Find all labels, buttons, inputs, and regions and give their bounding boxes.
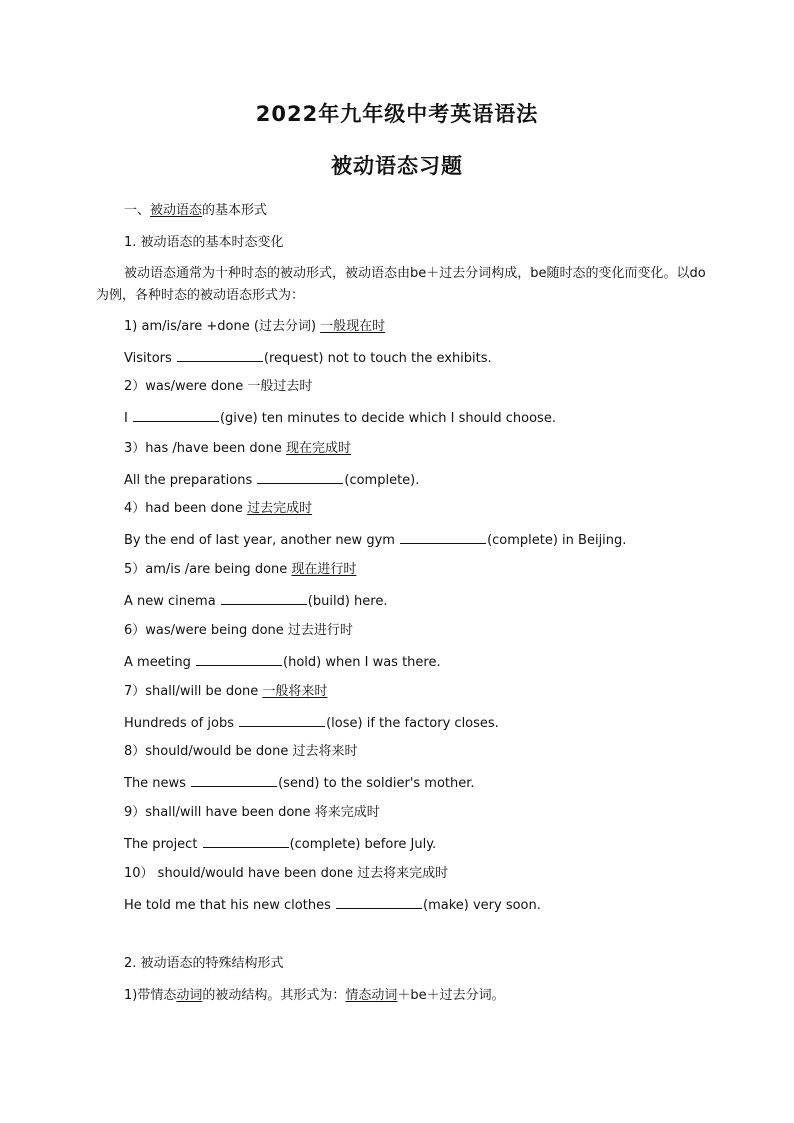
answer-blank[interactable]: [177, 349, 263, 362]
answer-blank[interactable]: [400, 531, 486, 544]
section-prefix: 一、: [124, 203, 151, 218]
rule-underlined-verb: 动词: [176, 988, 203, 1003]
tense-form: [124, 500, 312, 518]
tense-form: [124, 743, 358, 761]
tense-name: 过去进行时: [287, 623, 353, 638]
tense-name: 一般将来时: [262, 684, 328, 699]
tense-form-text: 9）shall/will have been done: [124, 805, 315, 820]
example-end: (complete) in Beijing.: [487, 533, 627, 548]
section-heading: [124, 202, 267, 220]
example-start: I: [124, 411, 132, 426]
tense-form-text: 8）should/would be done: [124, 744, 293, 759]
example-sentence: [124, 409, 556, 428]
tense-form-text: 3）has /have been done: [124, 441, 286, 456]
example-start: All the preparations: [124, 473, 257, 488]
document-title: 2022年九年级中考英语语法: [255, 102, 539, 126]
answer-blank[interactable]: [239, 714, 325, 727]
example-sentence: [124, 835, 436, 854]
example-end: (lose) if the factory closes.: [326, 716, 499, 731]
example-end: (complete) before July.: [289, 837, 437, 852]
tense-name: 过去将来完成时: [357, 866, 449, 881]
tense-form: [124, 440, 351, 458]
tense-name: 一般现在时: [320, 319, 386, 334]
tense-form-text: 2）was/were done: [124, 379, 248, 394]
example-start: A new cinema: [124, 594, 220, 609]
example-start: By the end of last year, another new gym: [124, 533, 400, 548]
example-end: (build) here.: [307, 594, 388, 609]
example-end: (complete).: [344, 473, 420, 488]
rule-underlined-modal: 情态动词: [345, 988, 398, 1003]
tense-form: [124, 318, 385, 336]
answer-blank[interactable]: [257, 471, 343, 484]
rule-post: ＋be＋过去分词。: [397, 988, 505, 1003]
example-end: (hold) when I was there.: [283, 655, 441, 670]
tense-form: [124, 683, 327, 701]
example-sentence: [124, 714, 499, 733]
document-subtitle: 被动语态习题: [331, 154, 463, 178]
example-sentence: [124, 896, 541, 915]
tense-form: [124, 865, 448, 883]
subsection-heading: 2. 被动语态的特殊结构形式: [124, 956, 284, 971]
example-sentence: [124, 531, 626, 550]
tense-name: 现在完成时: [286, 441, 352, 456]
tense-form-text: 5）am/is /are being done: [124, 562, 292, 577]
example-sentence: [124, 592, 387, 611]
rule-mid: 的被动结构。其形式为：: [202, 988, 346, 1003]
tense-name: 将来完成时: [314, 805, 380, 820]
tense-name: 一般过去时: [247, 379, 313, 394]
tense-form-text: 10） should/would have been done: [124, 866, 358, 881]
example-sentence: [124, 653, 441, 672]
tense-name: 过去完成时: [247, 501, 313, 516]
tense-form-text: 4）had been done: [124, 501, 248, 516]
example-end: (request) not to touch the exhibits.: [263, 351, 492, 366]
tense-form-text: 7）shall/will be done: [124, 684, 263, 699]
tense-form: [124, 378, 312, 396]
answer-blank[interactable]: [196, 653, 282, 666]
example-sentence: [124, 471, 419, 490]
answer-blank[interactable]: [336, 896, 422, 909]
tense-form-text: 6）was/were being done: [124, 623, 288, 638]
example-sentence: [124, 349, 492, 368]
intro-paragraph: 被动语态通常为十种时态的被动形式，被动语态由be＋过去分词构成，be随时态的变化而变化。以do为例，各种时态的被动语态形式为：: [96, 266, 706, 303]
example-start: Visitors: [124, 351, 176, 366]
example-end: (send) to the soldier's mother.: [278, 776, 475, 791]
example-end: (make) very soon.: [423, 898, 541, 913]
section-heading-rest: 的基本形式: [202, 203, 268, 218]
tense-form: [124, 804, 380, 822]
answer-blank[interactable]: [203, 835, 289, 848]
section-heading-keyword: 被动语态: [150, 203, 203, 218]
example-sentence: [124, 774, 475, 793]
example-start: The news: [124, 776, 191, 791]
example-end: (give) ten minutes to decide which I should choose.: [219, 411, 556, 426]
tense-name: 过去将来时: [292, 744, 358, 759]
example-start: A meeting: [124, 655, 196, 670]
example-start: The project: [124, 837, 202, 852]
subsection-heading: 1. 被动语态的基本时态变化: [124, 235, 284, 250]
answer-blank[interactable]: [191, 774, 277, 787]
example-start: He told me that his new clothes: [124, 898, 335, 913]
tense-form: [124, 622, 353, 640]
tense-form-text: 1) am/is/are +done (过去分词): [124, 319, 321, 334]
structure-rule: [124, 987, 505, 1005]
example-start: Hundreds of jobs: [124, 716, 239, 731]
tense-name: 现在进行时: [291, 562, 357, 577]
tense-form: [124, 561, 356, 579]
rule-pre: 1)带情态: [124, 988, 177, 1003]
answer-blank[interactable]: [221, 592, 307, 605]
answer-blank[interactable]: [133, 409, 219, 422]
